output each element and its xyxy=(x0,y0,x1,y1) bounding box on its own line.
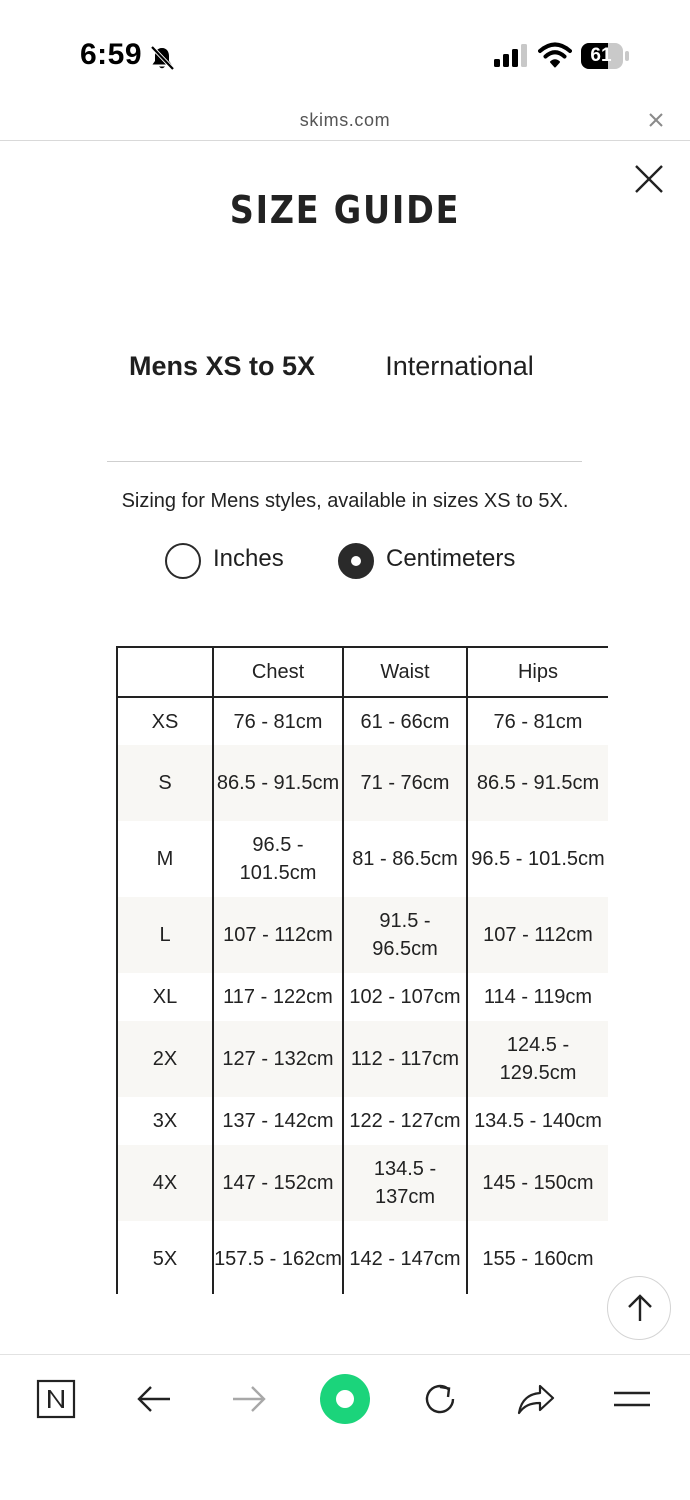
waist-cell: 134.5 - 137cm xyxy=(343,1145,467,1221)
chest-cell: 86.5 - 91.5cm xyxy=(213,745,343,821)
hips-cell: 107 - 112cm xyxy=(467,897,608,973)
size-cell: 2X xyxy=(117,1021,213,1097)
wifi-icon xyxy=(538,42,572,68)
table-row xyxy=(117,821,608,897)
table-row xyxy=(117,973,608,1021)
waist-cell: 142 - 147cm xyxy=(343,1221,467,1294)
bell-slash-icon xyxy=(148,44,176,72)
table-row xyxy=(117,745,608,821)
hips-cell: 114 - 119cm xyxy=(467,973,608,1021)
notion-icon[interactable] xyxy=(36,1379,76,1419)
size-cell: XS xyxy=(117,697,213,745)
status-bar xyxy=(0,0,690,110)
arrow-up-icon xyxy=(608,1277,672,1341)
header-size xyxy=(117,647,213,697)
size-cell: S xyxy=(117,745,213,821)
chest-cell: 137 - 142cm xyxy=(213,1097,343,1145)
share-icon[interactable] xyxy=(516,1379,556,1419)
address-bar[interactable] xyxy=(0,100,690,141)
inches-label[interactable]: Inches xyxy=(213,545,284,572)
waist-cell: 112 - 117cm xyxy=(343,1021,467,1097)
reload-icon[interactable] xyxy=(420,1379,460,1419)
waist-cell: 102 - 107cm xyxy=(343,973,467,1021)
header-hips: Hips xyxy=(467,647,608,697)
browser-toolbar xyxy=(0,1354,690,1500)
size-tabs xyxy=(107,340,582,462)
unit-option-inches[interactable] xyxy=(165,542,305,580)
waist-cell: 71 - 76cm xyxy=(343,745,467,821)
status-time: 6:59 xyxy=(80,38,143,71)
size-cell: 5X xyxy=(117,1221,213,1294)
table-row xyxy=(117,1145,608,1221)
scroll-to-top-button[interactable] xyxy=(607,1276,671,1340)
size-table-container xyxy=(116,646,608,1294)
header-chest: Chest xyxy=(213,647,343,697)
waist-cell: 81 - 86.5cm xyxy=(343,821,467,897)
size-cell: L xyxy=(117,897,213,973)
hips-cell: 134.5 - 140cm xyxy=(467,1097,608,1145)
size-table xyxy=(116,646,608,1294)
page-title: SIZE GUIDE xyxy=(229,188,461,232)
cellular-signal-icon xyxy=(494,44,528,68)
close-icon[interactable] xyxy=(648,112,664,128)
hips-cell: 124.5 - 129.5cm xyxy=(467,1021,608,1097)
forward-arrow-icon[interactable] xyxy=(229,1379,269,1419)
unit-option-centimeters[interactable] xyxy=(338,542,538,580)
menu-icon[interactable] xyxy=(612,1379,652,1419)
waist-cell: 61 - 66cm xyxy=(343,697,467,745)
hips-cell: 155 - 160cm xyxy=(467,1221,608,1294)
home-dot-icon[interactable] xyxy=(319,1373,371,1425)
chest-cell: 147 - 152cm xyxy=(213,1145,343,1221)
hips-cell: 96.5 - 101.5cm xyxy=(467,821,608,897)
table-row xyxy=(117,697,608,745)
chest-cell: 107 - 112cm xyxy=(213,897,343,973)
table-row xyxy=(117,897,608,973)
table-row xyxy=(117,1097,608,1145)
chest-cell: 76 - 81cm xyxy=(213,697,343,745)
header-waist: Waist xyxy=(343,647,467,697)
table-row xyxy=(117,1221,608,1294)
chest-cell: 157.5 - 162cm xyxy=(213,1221,343,1294)
tab-mens-xs-to-5x[interactable]: Mens XS to 5X xyxy=(128,351,316,381)
size-cell: XL xyxy=(117,973,213,1021)
size-cell: M xyxy=(117,821,213,897)
size-description: Sizing for Mens styles, available in sizes XS to 5X. xyxy=(121,490,569,512)
tab-international[interactable]: International xyxy=(385,351,534,381)
battery-level: 61 xyxy=(590,45,612,66)
inches-radio[interactable] xyxy=(165,543,201,579)
size-cell: 4X xyxy=(117,1145,213,1221)
chest-cell: 127 - 132cm xyxy=(213,1021,343,1097)
centimeters-label[interactable]: Centimeters xyxy=(386,545,516,572)
hips-cell: 76 - 81cm xyxy=(467,697,608,745)
url-text[interactable]: skims.com xyxy=(299,110,391,130)
battery-icon xyxy=(580,42,630,70)
chest-cell: 96.5 - 101.5cm xyxy=(213,821,343,897)
table-row xyxy=(117,1021,608,1097)
hips-cell: 86.5 - 91.5cm xyxy=(467,745,608,821)
hips-cell: 145 - 150cm xyxy=(467,1145,608,1221)
waist-cell: 91.5 - 96.5cm xyxy=(343,897,467,973)
back-arrow-icon[interactable] xyxy=(134,1379,174,1419)
waist-cell: 122 - 127cm xyxy=(343,1097,467,1145)
centimeters-radio[interactable] xyxy=(338,543,374,579)
table-header-row xyxy=(117,647,608,697)
chest-cell: 117 - 122cm xyxy=(213,973,343,1021)
size-cell: 3X xyxy=(117,1097,213,1145)
